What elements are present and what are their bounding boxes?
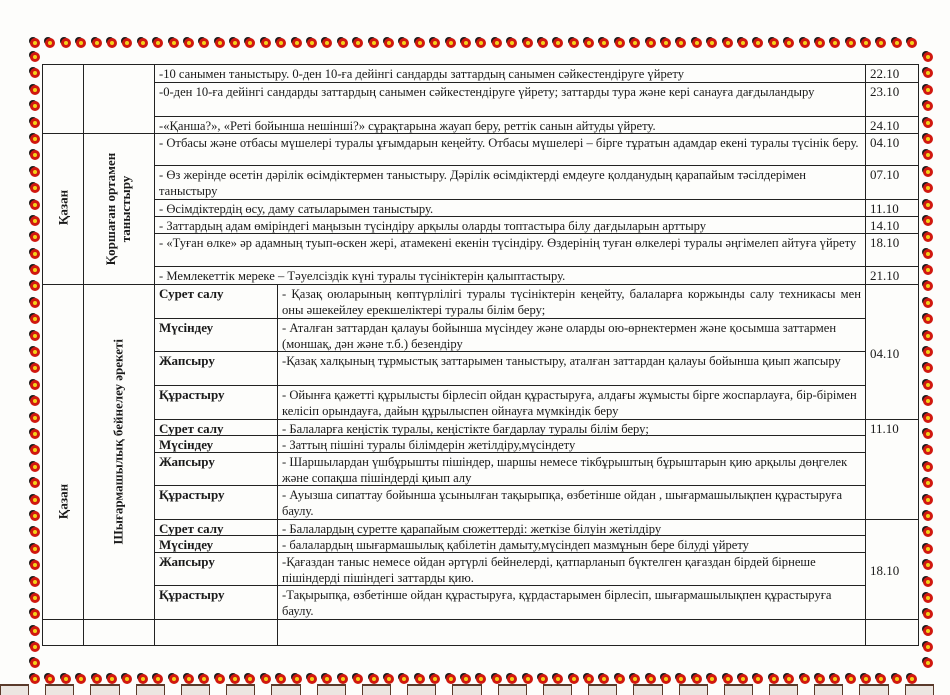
creative-month-label: Қазан [55,483,71,520]
environment-row-6-text: - Мемлекеттік мереке – Тәуелсіздік күні туралы түсініктерін қалыптастыру. [159,269,566,283]
creative-g1-text-1: - Қазақ оюларының көптүрлілігі туралы түсініктерін кеңейту, балаларға коржынды салу техникасы мен оны әшекейлеу ерекшеліктері туралы білім беру; [282,287,861,317]
creative-g3-activity-2: Мүсіндеу [159,537,214,552]
environment-row-2-date: 07.10 [870,167,900,182]
creative-subject-label: Шығармашылық бейнелеу әрекеті [110,339,126,545]
creative-g3-text-3: -Қағаздан таныс немесе ойдан әртүрлі бейнелерді, қатпарланып бүктелген қағаздан бірдей бірнеше пішіндерді пішіндегі заттарды қию. [282,555,816,585]
creative-g3-text-2: - балалардың шығармашылық қабілетін дамыту,мүсіндеп мазмұнын бере білуді үйрету [282,538,749,552]
creative-g3-text-1: - Балалардың суретте қарапайым сюжеттерді: жеткізе білуін жетілдіру [282,522,662,535]
creative-g2-activity-4: Құрастыру [159,487,225,502]
creative-g2-text-4: - Ауызша сипаттау бойынша ұсынылған тақырыпқа, өзбетінше ойдан , шығармашылықпен құрастыруға баулу. [282,488,843,518]
environment-row-5-date: 18.10 [870,235,900,250]
creative-g1-text-2: - Аталған заттардан қалауы бойынша мүсіндеу және оларды ою-өрнектермен және қосымша заттармен (моншақ, дән және т.б.) безендіру [282,321,837,351]
environment-subject-label: Қоршаған ортамен таныстыру [103,152,133,266]
math-row-2-date: 23.10 [870,84,900,99]
math-row-1-text: -10 санымен таныстыру. 0-ден 10-ға дейінгі сандарды заттардың санымен сәйкестендіруге үйрету [159,67,684,81]
environment-row-6-date: 21.10 [870,268,900,283]
environment-row-1-date: 04.10 [870,135,900,150]
environment-row-2-text: - Өз жерінде өсетін дәрілік өсімдіктермен таныстыру. Дәрілік өсімдіктерді емдеуге қолданудың қарапайым тәсілдерімен таныстыру [159,168,807,198]
environment-month-label: Қазан [55,189,71,226]
environment-row-4-text: - Заттардың адам өміріндегі маңызын түсіндіру арқылы оларды топтастыра білу дағдыларын арттыру [159,219,707,233]
creative-g1-date: 04.10 [870,346,900,361]
environment-row-1-text: - Отбасы және отбасы мүшелері туралы ұғымдарын кеңейту. Отбасы мүшелері – бірге тұратын адамдар екені туралы түсінік беру. [159,136,859,150]
creative-g1-text-3: -Қазақ халқының тұрмыстық заттарымен таныстыру, аталған заттардан қалауы бойынша қиып жапсыру [282,354,841,368]
creative-g1-activity-2: Мүсіндеу [159,320,214,335]
creative-g1-text-4: - Ойынға қажетті құрылысты бірлесіп ойдан құрастыруға, алдағы жұмысты бірге жоспарлауға, бір-бірімен келісіп орындауға, дайын құрылыспен ойнауға мүмкіндік беру [282,388,857,418]
creative-g3-activity-1: Сурет салу [159,521,224,535]
environment-row-3-text: - Өсімдіктердің өсу, даму сатыларымен таныстыру. [159,202,434,216]
math-row-3-date: 24.10 [870,118,900,133]
creative-g3-text-4: -Тақырыпқа, өзбетінше ойдан құрастыруға, құрдастарымен бірлесіп, шығармашылықпен құрастыруға баулу. [282,588,832,618]
math-row-3-text: -«Қанша?», «Реті бойынша нешінші?» сұрақтарына жауап беру, реттік санын айтуды үйрету. [159,119,656,133]
creative-g1-activity-1: Сурет салу [159,286,224,301]
creative-g3-activity-3: Жапсыру [159,554,215,569]
environment-row-3-date: 11.10 [870,201,899,216]
creative-g2-date: 11.10 [870,421,899,436]
creative-g2-activity-3: Жапсыру [159,454,215,469]
creative-g3-activity-4: Құрастыру [159,587,225,602]
environment-row-4-date: 14.10 [870,218,900,233]
creative-g2-text-2: - Заттың пішіні туралы білімдерін жетілдіру,мүсіндету [282,438,576,452]
creative-g1-activity-3: Жапсыру [159,353,215,368]
math-row-1-date: 22.10 [870,66,900,81]
environment-row-5-text: - «Туған өлке» әр адамның туып-өскен жері, атамекені екенін түсіндіру. Өздерінің туған өлкелері туралы әңгімелеп айтуға үйрету [159,236,857,250]
creative-g2-text-3: - Шаршылардан үшбұрышты пішіндер, шаршы немесе тікбұрыштың бұрыштарын қию арқылы дөңгелек және сопақша пішіндерді қиып алу [282,455,848,485]
creative-g3-date: 18.10 [870,563,900,578]
creative-g2-activity-2: Мүсіндеу [159,437,214,452]
creative-g2-text-1: - Балаларға кеңістік туралы, кеңістікте бағдарлау туралы білім беру; [282,422,649,435]
creative-g1-activity-4: Құрастыру [159,387,225,402]
math-row-2-text: -0-ден 10-ға дейінгі сандарды заттардың санымен сәйкестендіруге үйрету; заттарды тура және кері санауға дағдыландыру [159,85,815,99]
creative-g2-activity-1: Сурет салу [159,421,224,435]
